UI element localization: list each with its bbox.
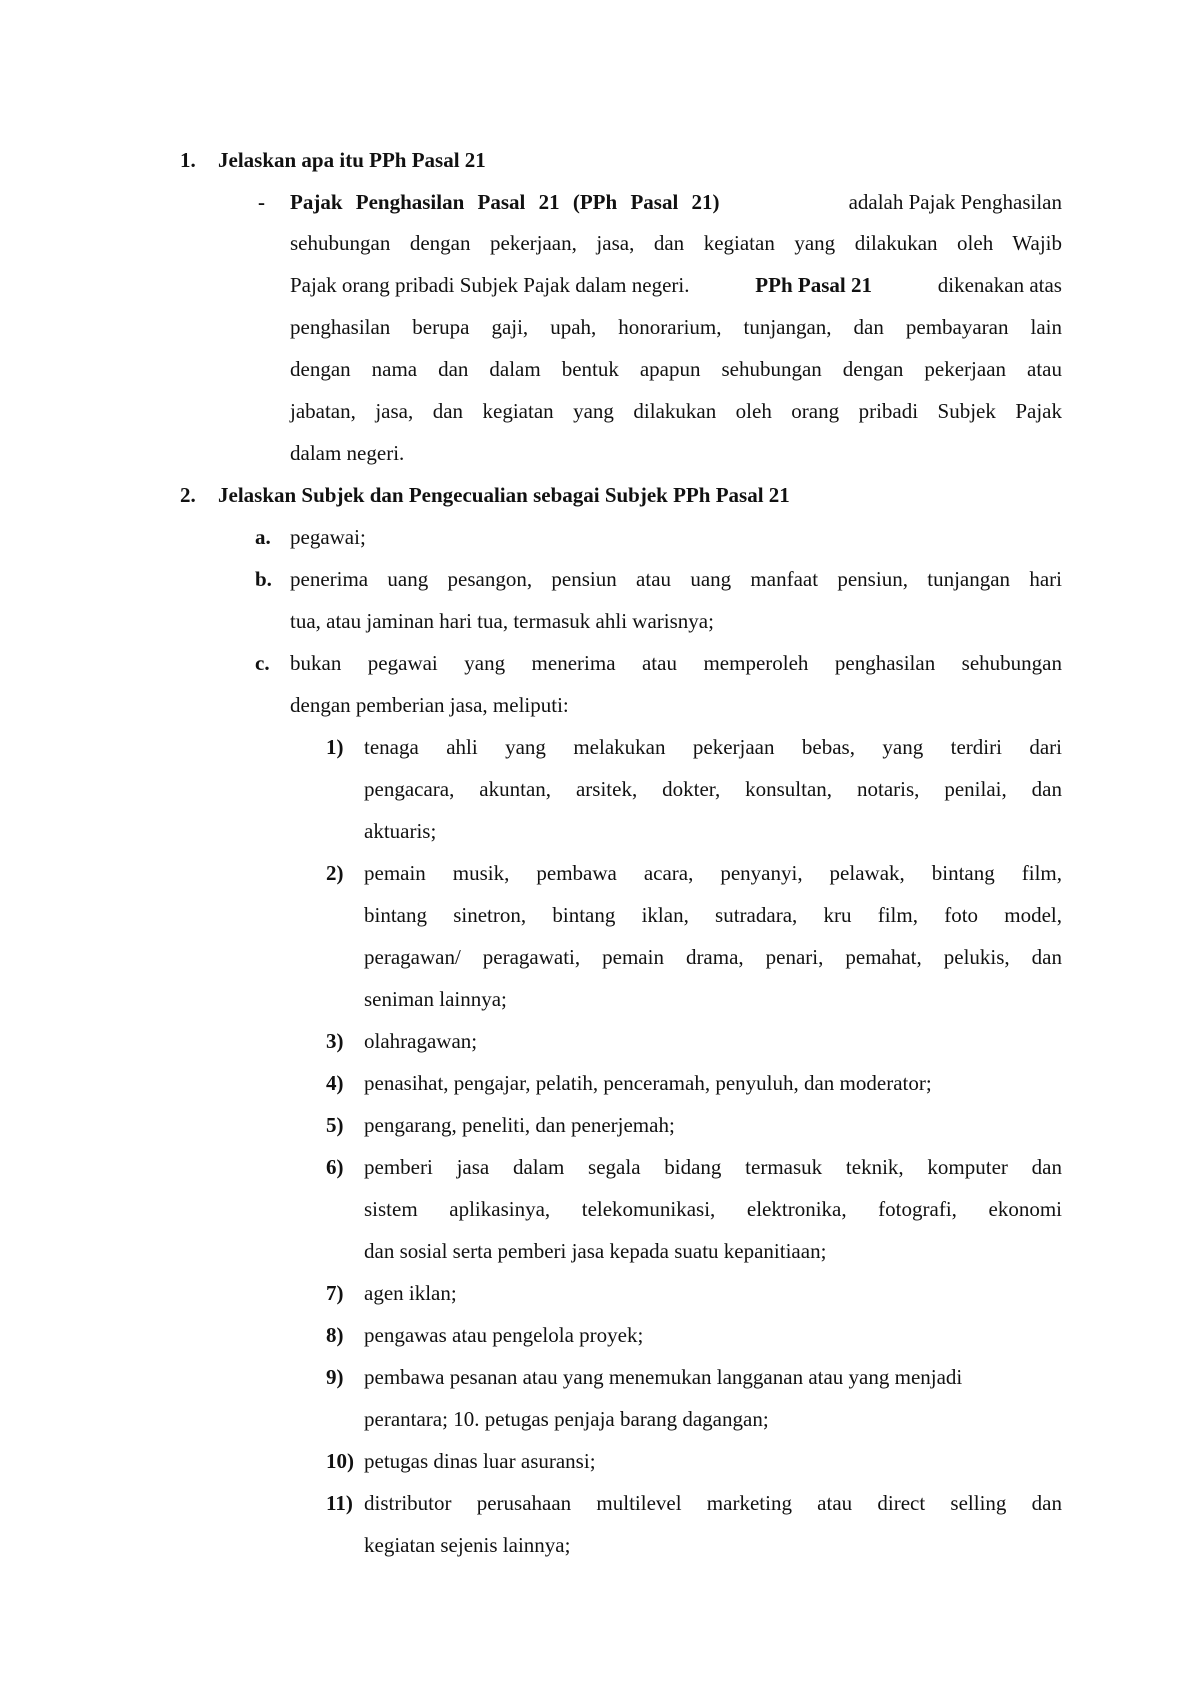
item-9-line1: pembawa pesanan atau yang menemukan langganan atau yang menjadi (364, 1365, 963, 1389)
item-7-line1: agen iklan; (364, 1281, 457, 1305)
q1-heading: Jelaskan apa itu PPh Pasal 21 (218, 148, 486, 172)
item-6-line2: sistem aplikasinya, telekomunikasi, elektronika, fotografi, ekonomi (364, 1197, 1062, 1221)
q1-line5: dengan nama dan dalam bentuk apapun sehubungan dengan pekerjaan atau (290, 357, 1062, 381)
q1-line3-bold: PPh Pasal 21 (755, 273, 872, 297)
item-5-line1: pengarang, peneliti, dan penerjemah; (364, 1113, 675, 1137)
q1-line4: penghasilan berupa gaji, upah, honorarium, tunjangan, dan pembayaran lain (290, 315, 1062, 339)
q2-number: 2. (180, 483, 196, 507)
q1-number: 1. (180, 148, 196, 172)
q1-line1-rest: adalah Pajak Penghasilan (848, 190, 1062, 214)
q2-b-line2: tua, atau jaminan hari tua, termasuk ahli warisnya; (290, 609, 714, 633)
q2-a-marker: a. (255, 525, 271, 549)
item-11-marker: 11) (326, 1491, 353, 1515)
item-6-line3: dan sosial serta pemberi jasa kepada suatu kepanitiaan; (364, 1239, 827, 1263)
item-4-marker: 4) (326, 1071, 344, 1095)
item-2-line4: seniman lainnya; (364, 987, 507, 1011)
item-10-marker: 10) (326, 1449, 354, 1473)
item-3-line1: olahragawan; (364, 1029, 478, 1053)
q1-line3-post: dikenakan atas (937, 273, 1062, 297)
q1-line6: jabatan, jasa, dan kegiatan yang dilakukan oleh orang pribadi Subjek Pajak (290, 399, 1062, 423)
q2-c-marker: c. (255, 651, 270, 675)
item-9-marker: 9) (326, 1365, 344, 1389)
item-1-line1: tenaga ahli yang melakukan pekerjaan bebas, yang terdiri dari (364, 735, 1062, 759)
q1-dash: - (258, 190, 265, 214)
item-8-marker: 8) (326, 1323, 344, 1347)
item-2-line2: bintang sinetron, bintang iklan, sutradara, kru film, foto model, (364, 903, 1062, 927)
q1-line1 (290, 188, 1062, 216)
q2-b-marker: b. (255, 567, 272, 591)
item-4-line1: penasihat, pengajar, pelatih, penceramah, penyuluh, dan moderator; (364, 1071, 932, 1095)
item-11-line1: distributor perusahaan multilevel marketing atau direct selling dan (364, 1491, 1062, 1515)
item-2-marker: 2) (326, 861, 344, 885)
q2-b-line1: penerima uang pesangon, pensiun atau uang manfaat pensiun, tunjangan hari (290, 567, 1062, 591)
item-5-marker: 5) (326, 1113, 344, 1137)
q1-line7: dalam negeri. (290, 441, 405, 465)
q1-line3 (290, 271, 1062, 299)
item-8-line1: pengawas atau pengelola proyek; (364, 1323, 644, 1347)
q1-term: Pajak Penghasilan Pasal 21 (PPh Pasal 21) (290, 190, 720, 214)
q1-line2: sehubungan dengan pekerjaan, jasa, dan kegiatan yang dilakukan oleh Wajib (290, 231, 1062, 255)
item-2-line3: peragawan/ peragawati, pemain drama, penari, pemahat, pelukis, dan (364, 945, 1062, 969)
item-6-line1: pemberi jasa dalam segala bidang termasuk teknik, komputer dan (364, 1155, 1062, 1179)
item-9-line2: perantara; 10. petugas penjaja barang dagangan; (364, 1407, 769, 1431)
item-10-line1: petugas dinas luar asuransi; (364, 1449, 596, 1473)
item-3-marker: 3) (326, 1029, 344, 1053)
item-6-marker: 6) (326, 1155, 344, 1179)
q2-heading: Jelaskan Subjek dan Pengecualian sebagai Subjek PPh Pasal 21 (218, 483, 790, 507)
q2-c-line1: bukan pegawai yang menerima atau memperoleh penghasilan sehubungan (290, 651, 1062, 675)
q2-a-line1: pegawai; (290, 525, 366, 549)
item-2-line1: pemain musik, pembawa acara, penyanyi, pelawak, bintang film, (364, 861, 1062, 885)
q2-c-line2: dengan pemberian jasa, meliputi: (290, 693, 569, 717)
item-7-marker: 7) (326, 1281, 344, 1305)
item-11-line2: kegiatan sejenis lainnya; (364, 1533, 571, 1557)
item-1-line3: aktuaris; (364, 819, 437, 843)
item-1-line2: pengacara, akuntan, arsitek, dokter, konsultan, notaris, penilai, dan (364, 777, 1062, 801)
item-1-marker: 1) (326, 735, 344, 759)
q1-line3-pre: Pajak orang pribadi Subjek Pajak dalam negeri. (290, 273, 690, 297)
